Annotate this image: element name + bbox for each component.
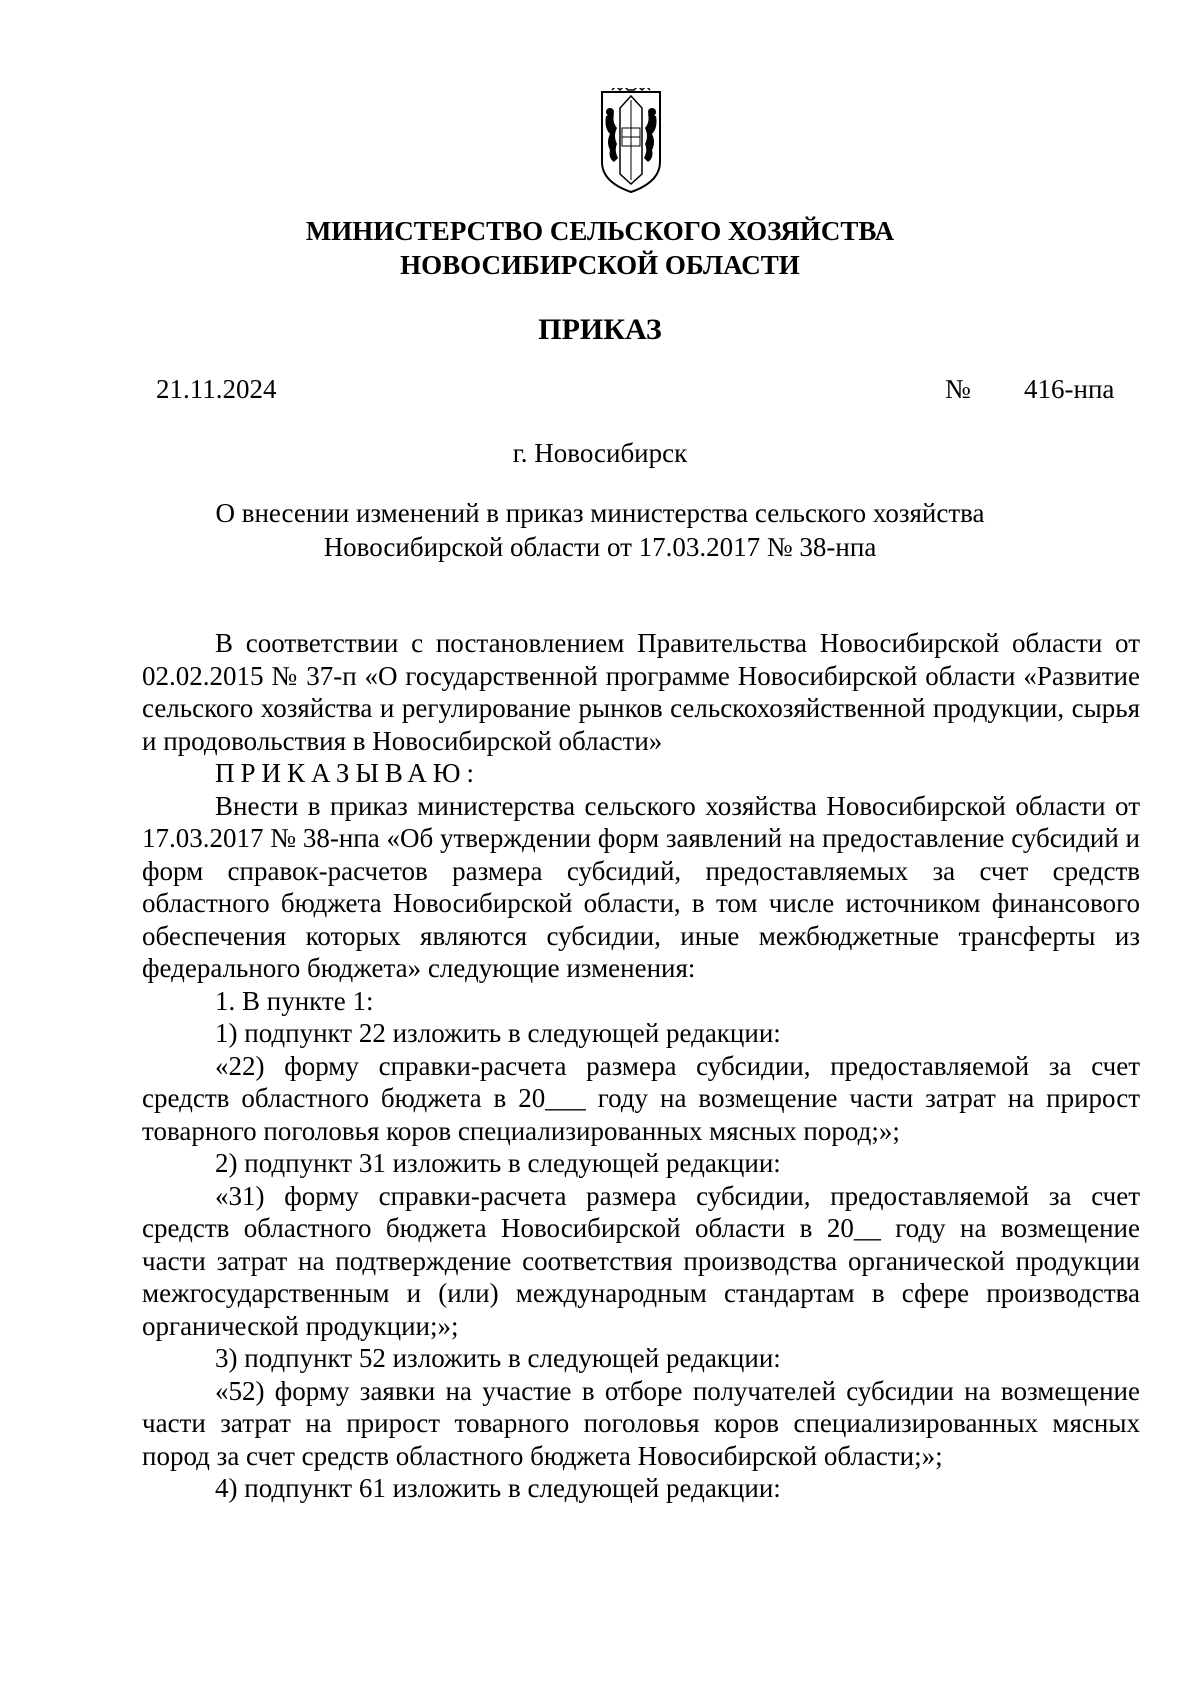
subpoint-2-heading: 2) подпункт 31 изложить в следующей редакции: [215,1148,781,1178]
ministry-name-line2: НОВОСИБИРСКОЙ ОБЛАСТИ [400,250,800,280]
order-word: ПРИКАЗЫВАЮ: [215,758,480,788]
subpoint-1-heading: 1) подпункт 22 изложить в следующей редакции: [215,1018,781,1048]
subject-line1: О внесении изменений в приказ министерства сельского хозяйства [215,498,985,528]
ministry-name [0,214,1200,282]
ministry-name-line1: МИНИСТЕРСТВО СЕЛЬСКОГО ХОЗЯЙСТВА [305,216,895,246]
city: г. Новосибирск [512,438,688,468]
document-number: 416-нпа [1024,374,1115,404]
document-body [142,627,1140,1505]
document-subject [0,496,1200,564]
point-1: 1. В пункте 1: [215,985,374,1016]
intro-paragraph: Внести в приказ министерства сельского хозяйства Новосибирской области от 17.03.2017 № 38-нпа «Об утверждении форм заявлений на предоставление субсидий и форм справок-расчетов размера субсидий, предоставляемых за счет средств областного бюджета Новосибирской области, в том числе источником финансового обеспечения которых являются субсидии, иные межбюджетные трансферты из федерального бюджета» следующие изменения: [142,790,1140,983]
document-date: 21.11.2024 [156,374,277,404]
subpoint-1-text: «22) форму справки-расчета размера субсидии, предоставляемой за счет средств областного бюджета в 20___ году на возмещение части затрат на прирост товарного поголовья коров специализированных мясных пород;»; [142,1050,1140,1146]
document-type-title: ПРИКАЗ [538,313,662,346]
preamble-paragraph: В соответствии с постановлением Правительства Новосибирской области от 02.02.2015 № 37-п «О государственной программе Новосибирской области «Развитие сельского хозяйства и регулирование рынков сельскохозяйственной продукции, сырья и продовольствия в Новосибирской области» [142,628,1140,756]
number-sign: № [945,374,971,404]
subpoint-3-text: «52) форму заявки на участие в отборе получателей субсидии на возмещение части затрат на прирост товарного поголовья коров специализированных мясных пород за счет средств областного бюджета Новосибирской области;»; [142,1375,1140,1471]
subpoint-2-text: «31) форму справки-расчета размера субсидии, предоставляемой за счет средств областного бюджета Новосибирской области в 20__ году на возмещение части затрат на подтверждение соответствия производства органической продукции межгосударственным и (или) международным стандартам в сфере производства органической продукции;»; [142,1180,1140,1341]
subject-line2: Новосибирской области от 17.03.2017 № 38-нпа [323,532,877,562]
subpoint-4-heading: 4) подпункт 61 изложить в следующей редакции: [215,1473,781,1503]
subpoint-3-heading: 3) подпункт 52 изложить в следующей редакции: [215,1343,781,1373]
coat-of-arms-icon [598,88,664,196]
